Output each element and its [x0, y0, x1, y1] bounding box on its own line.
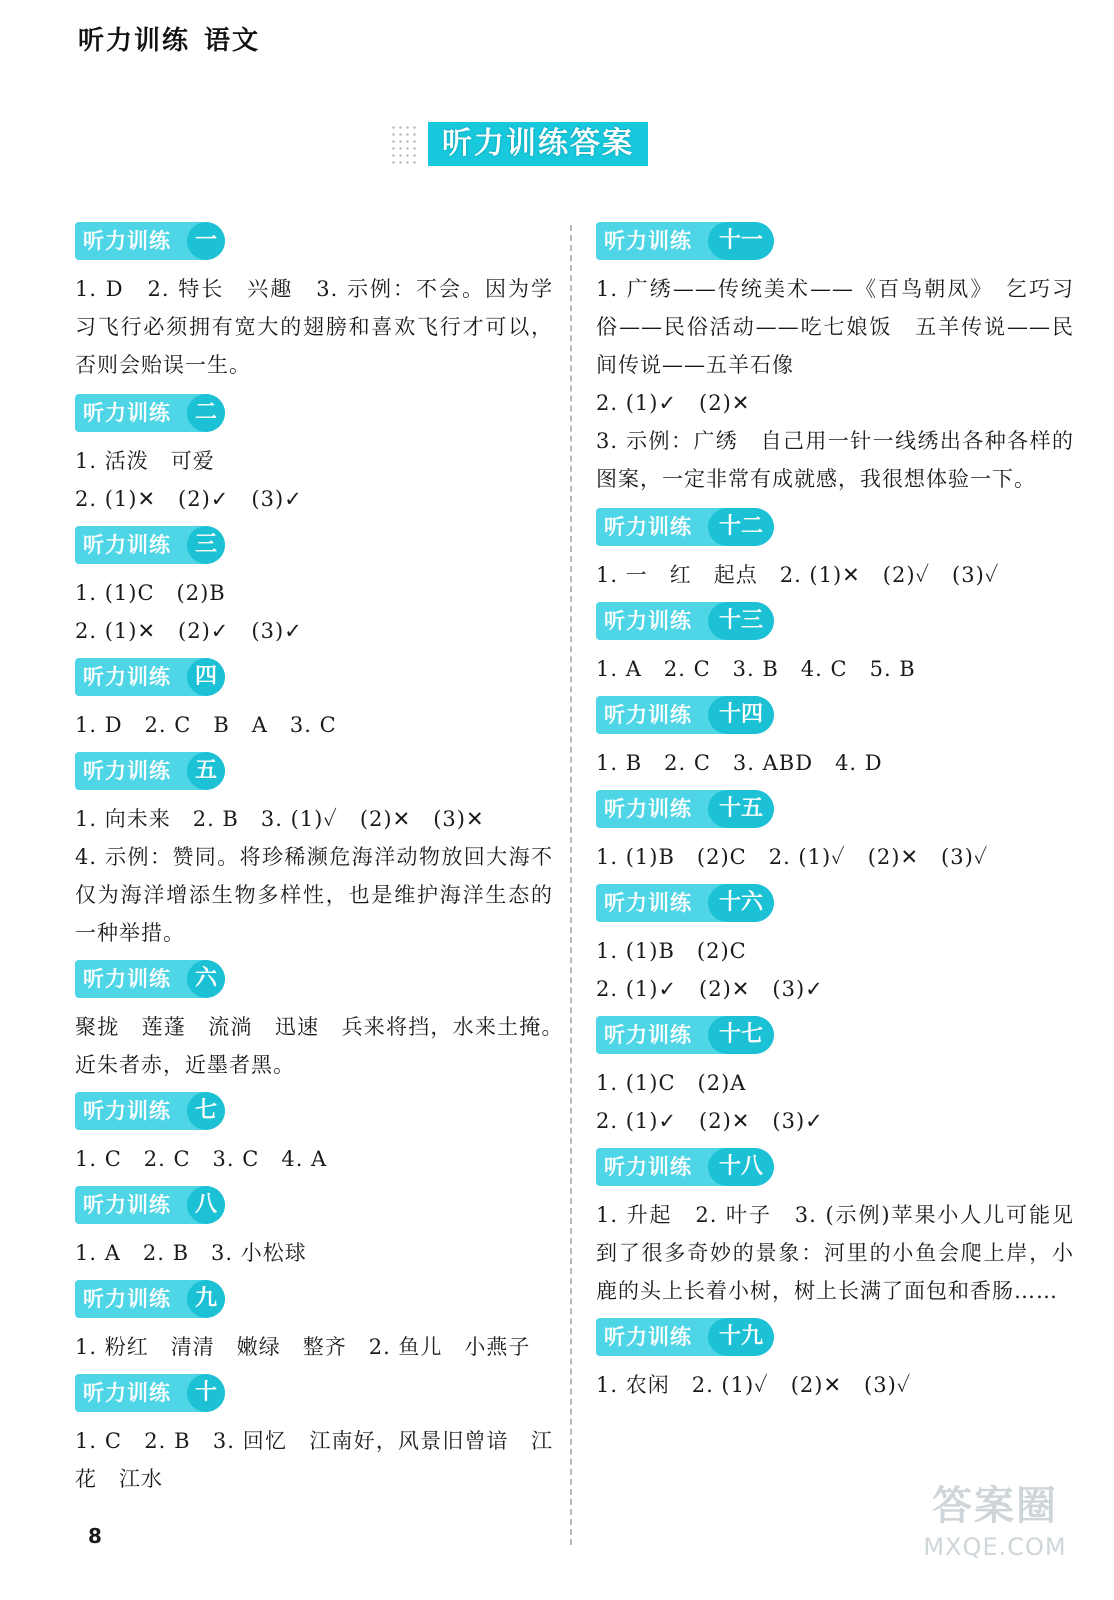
- section-answers: [75, 442, 553, 518]
- section-label: 听力训练: [83, 967, 171, 991]
- section-heading: [596, 508, 1074, 548]
- answer-line: 2. (1)✕ (2)✓ (3)✓: [75, 619, 303, 643]
- section-heading: [75, 1374, 553, 1414]
- right-column: [596, 222, 1074, 1412]
- section-number: 十八: [708, 1148, 774, 1186]
- section-number: 六: [187, 960, 225, 998]
- section-answers: [75, 1422, 553, 1498]
- section-heading: [75, 752, 553, 792]
- section-number: 十二: [708, 508, 774, 546]
- answer-line: 2. (1)✓ (2)✕ (3)✓: [596, 977, 824, 1001]
- section-number: 七: [187, 1092, 225, 1130]
- section-heading: [75, 222, 553, 262]
- section-number: 十九: [708, 1318, 774, 1356]
- watermark-logo-text: 答案圈: [932, 1483, 1058, 1529]
- answer-line: 4. 示例：赞同。将珍稀濒危海洋动物放回大海不仅为海洋增添生物多样性，也是维护海洋生态的一种举措。: [75, 845, 553, 945]
- answer-line: 1. 粉红 清清 嫩绿 整齐 2. 鱼儿 小燕子: [75, 1335, 531, 1359]
- answer-line: 1. 活泼 可爱: [75, 449, 215, 473]
- watermark-logo: [915, 1480, 1075, 1590]
- section-number: 十六: [708, 884, 774, 922]
- answer-line: 1. 农闲 2. (1)✓ (2)✕ (3)✓: [596, 1373, 912, 1397]
- answer-line: 1. 广绣——传统美术——《百鸟朝凤》 乞巧习俗——民俗活动——吃七娘饭 五羊传说——民间传说——五羊石像: [596, 277, 1074, 377]
- section-number: 十一: [708, 222, 774, 260]
- section-label: 听力训练: [83, 759, 171, 783]
- answer-line: 1. B 2. C 3. ABD 4. D: [596, 751, 883, 775]
- section-label: 听力训练: [83, 533, 171, 557]
- section-answers: [596, 744, 1074, 782]
- section-heading: [75, 960, 553, 1000]
- section-label: 听力训练: [83, 665, 171, 689]
- section-number: 五: [187, 752, 225, 790]
- answer-line: 2. (1)✕ (2)✓ (3)✓: [75, 487, 303, 511]
- answer-line: 聚拢 莲蓬 流淌 迅速 兵来将挡，水来土掩。 近朱者赤，近墨者黑。: [75, 1015, 575, 1077]
- answer-line: 1. D 2. C B A 3. C: [75, 713, 337, 737]
- answer-line: 3. 示例：广绣 自己用一针一线绣出各种各样的图案，一定非常有成就感，我很想体验一下。: [596, 429, 1074, 491]
- section-answers: [75, 1234, 553, 1272]
- section-answers: [596, 932, 1074, 1008]
- section-label: 听力训练: [604, 703, 692, 727]
- section-heading: [75, 658, 553, 698]
- section-number: 一: [187, 222, 225, 260]
- running-header: [78, 20, 260, 57]
- section-heading: [596, 696, 1074, 736]
- dot-pattern-decoration: [390, 124, 420, 164]
- section-heading: [596, 1318, 1074, 1358]
- section-answers: [596, 556, 1074, 594]
- section-label: 听力训练: [83, 1381, 171, 1405]
- page-number: 8: [88, 1524, 102, 1548]
- answer-line: 1. (1)B (2)C: [596, 939, 747, 963]
- answer-line: 1. (1)C (2)A: [596, 1071, 747, 1095]
- answer-line: 1. 一 红 起点 2. (1)✕ (2)✓ (3)✓: [596, 563, 1000, 587]
- section-label: 听力训练: [604, 515, 692, 539]
- section-heading: [75, 394, 553, 434]
- section-number: 十五: [708, 790, 774, 828]
- section-label: 听力训练: [604, 1023, 692, 1047]
- section-heading: [596, 884, 1074, 924]
- answer-line: 2. (1)✓ (2)✕ (3)✓: [596, 1109, 824, 1133]
- watermark-site: MXQE.COM: [923, 1533, 1067, 1561]
- section-label: 听力训练: [83, 1099, 171, 1123]
- section-heading: [75, 1092, 553, 1132]
- section-label: 听力训练: [604, 609, 692, 633]
- section-answers: [596, 838, 1074, 876]
- section-number: 十四: [708, 696, 774, 734]
- answer-line: 1. D 2. 特长 兴趣 3. 示例：不会。因为学习飞行必须拥有宽大的翅膀和喜欢飞行才可以，否则会贻误一生。: [75, 277, 553, 377]
- section-answers: [75, 1140, 553, 1178]
- section-number: 九: [187, 1280, 225, 1318]
- section-heading: [596, 790, 1074, 830]
- section-heading: [596, 1016, 1074, 1056]
- answer-line: 1. 向未来 2. B 3. (1)✓ (2)✕ (3)✕: [75, 807, 485, 831]
- answer-line: 1. A 2. C 3. B 4. C 5. B: [596, 657, 916, 681]
- section-number: 三: [187, 526, 225, 564]
- answer-line: 1. (1)C (2)B: [75, 581, 226, 605]
- column-divider: [570, 225, 572, 1545]
- section-answers: [596, 650, 1074, 688]
- section-label: 听力训练: [83, 229, 171, 253]
- section-heading: [596, 602, 1074, 642]
- section-answers: [75, 706, 553, 744]
- left-column: [75, 222, 575, 1506]
- answer-line: 1. C 2. B 3. 回忆 江南好，风景旧曾谙 江花 江水: [75, 1429, 553, 1491]
- section-number: 四: [187, 658, 225, 696]
- section-heading: [75, 526, 553, 566]
- section-heading: [75, 1186, 553, 1226]
- section-heading: [596, 1148, 1074, 1188]
- section-heading: [596, 222, 1074, 262]
- section-answers: [75, 270, 553, 384]
- section-answers: [596, 1366, 1074, 1404]
- section-answers: [75, 1008, 575, 1084]
- section-label: 听力训练: [604, 229, 692, 253]
- section-label: 听力训练: [83, 1287, 171, 1311]
- section-label: 听力训练: [83, 401, 171, 425]
- section-label: 听力训练: [83, 1193, 171, 1217]
- section-label: 听力训练: [604, 797, 692, 821]
- section-label: 听力训练: [604, 1325, 692, 1349]
- answer-line: 2. (1)✓ (2)✕: [596, 391, 751, 415]
- answer-line: 1. A 2. B 3. 小松球: [75, 1241, 307, 1265]
- page-title: 听力训练答案: [428, 122, 648, 166]
- header-subject: 语文: [204, 26, 261, 56]
- answer-line: 1. C 2. C 3. C 4. A: [75, 1147, 328, 1171]
- section-answers: [75, 574, 553, 650]
- section-answers: [75, 1328, 553, 1366]
- section-label: 听力训练: [604, 1155, 692, 1179]
- section-answers: [596, 1196, 1074, 1310]
- section-answers: [596, 1064, 1074, 1140]
- answer-line: 1. (1)B (2)C 2. (1)✓ (2)✕ (3)✓: [596, 845, 989, 869]
- section-number: 八: [187, 1186, 225, 1224]
- header-series: 听力训练: [78, 26, 191, 56]
- section-number: 十七: [708, 1016, 774, 1054]
- section-number: 十三: [708, 602, 774, 640]
- section-heading: [75, 1280, 553, 1320]
- section-number: 十: [187, 1374, 225, 1412]
- section-label: 听力训练: [604, 891, 692, 915]
- section-answers: [75, 800, 553, 952]
- answer-line: 1. 升起 2. 叶子 3. (示例)苹果小人儿可能见到了很多奇妙的景象：河里的小鱼会爬上岸，小鹿的头上长着小树，树上长满了面包和香肠……: [596, 1203, 1074, 1303]
- section-number: 二: [187, 394, 225, 432]
- section-answers: [596, 270, 1074, 498]
